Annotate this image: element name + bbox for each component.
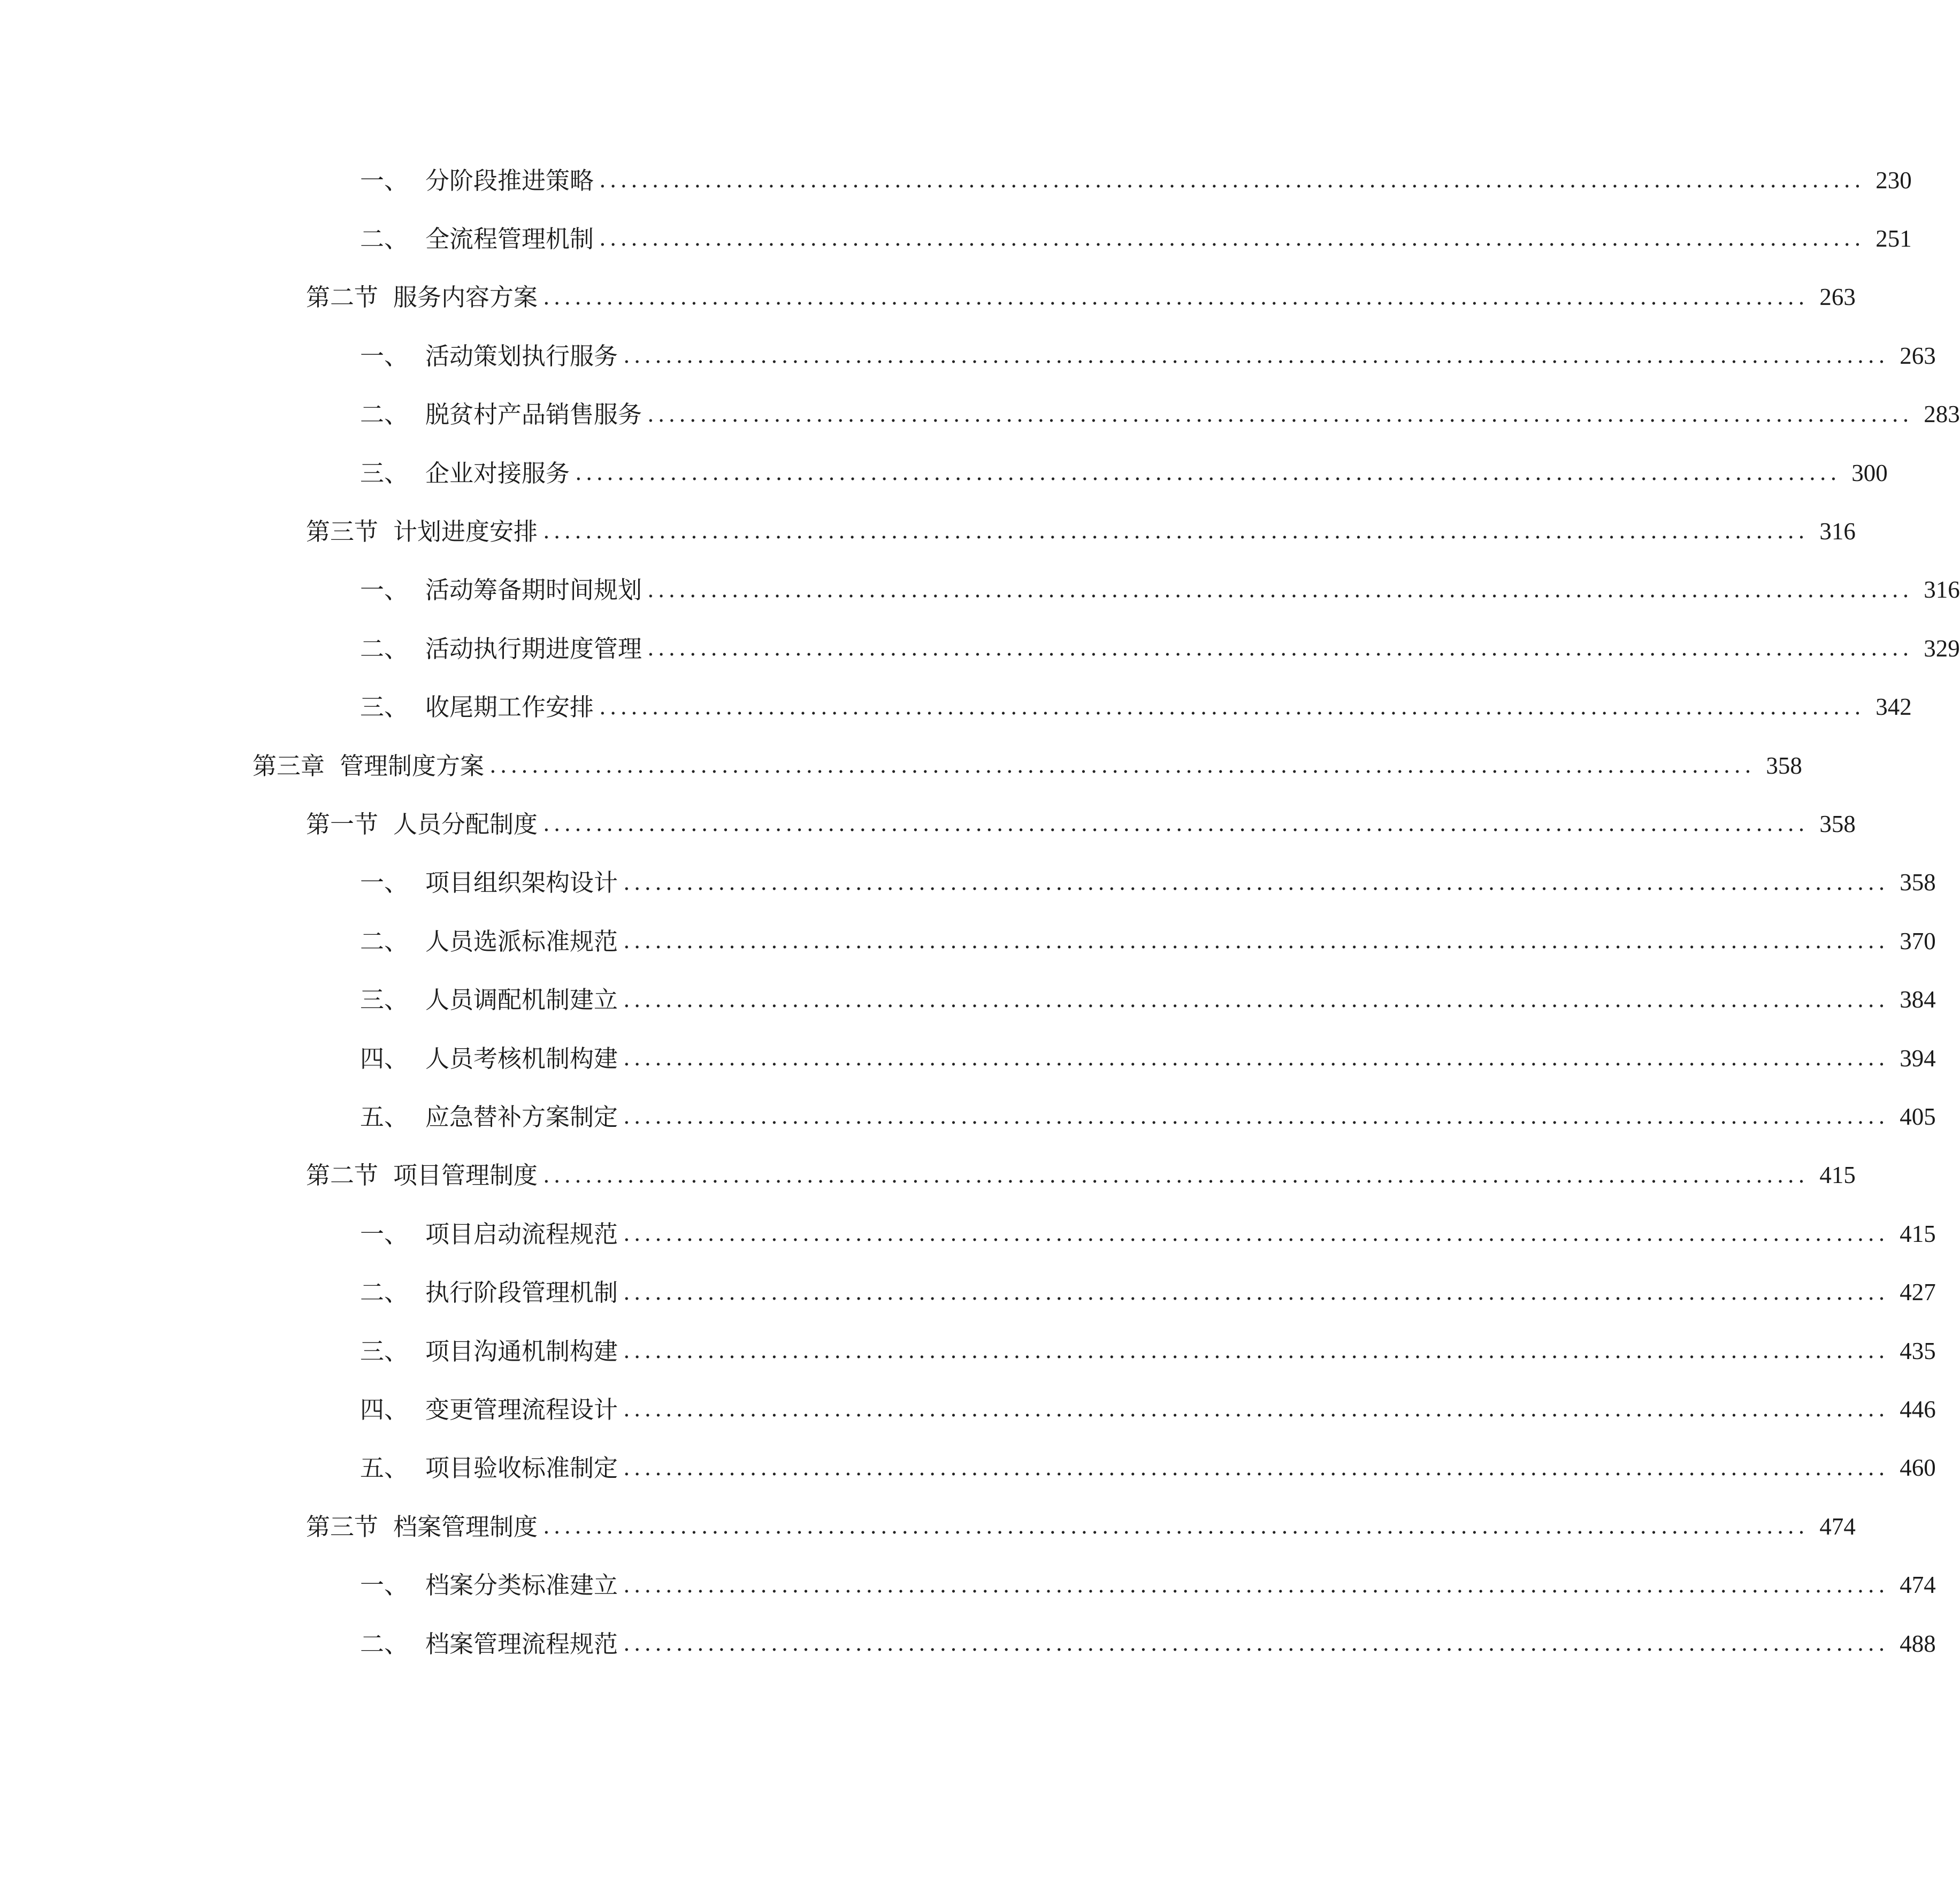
toc-leader-dots: ........................................................................................................................ <box>623 870 1889 895</box>
toc-entry[interactable] <box>360 1087 1936 1146</box>
toc-entry-title: 服务内容方案 <box>393 283 538 312</box>
toc-entry-title: 人员选派标准规范 <box>425 927 618 956</box>
toc-entry[interactable] <box>306 1497 1856 1556</box>
toc-leader-dots: ........................................................................................................................ <box>543 1514 1809 1539</box>
toc-entry-number: 一、 <box>360 166 409 195</box>
toc-entry-number: 四、 <box>360 1395 409 1424</box>
toc-entry-number: 第二节 <box>306 1161 379 1190</box>
toc-leader-dots: ........................................................................................................................ <box>599 695 1865 720</box>
toc-page-number: 358 <box>1819 810 1856 837</box>
toc-entry-number: 五、 <box>360 1454 409 1483</box>
toc-page-number: 370 <box>1900 927 1936 955</box>
toc-entry-number: 第三节 <box>306 1512 379 1541</box>
toc-leader-dots: ........................................................................................................................ <box>489 753 1755 778</box>
toc-leader-dots: ........................................................................................................................ <box>647 402 1913 427</box>
toc-entry-title: 活动执行期进度管理 <box>425 634 642 663</box>
toc-entry-number: 一、 <box>360 1219 409 1248</box>
toc-leader-dots: ........................................................................................................................ <box>623 1455 1889 1481</box>
toc-entry-title: 项目验收标准制定 <box>425 1454 618 1483</box>
toc-entry-title: 活动筹备期时间规划 <box>425 576 642 605</box>
toc-leader-dots: ........................................................................................................................ <box>543 285 1809 310</box>
toc-leader-dots: ........................................................................................................................ <box>543 1163 1809 1188</box>
toc-entry-number: 三、 <box>360 986 409 1014</box>
toc-page-number: 460 <box>1900 1454 1936 1482</box>
toc-entry[interactable] <box>306 502 1856 561</box>
toc-entry[interactable] <box>360 385 1960 444</box>
toc-leader-dots: ........................................................................................................................ <box>599 168 1865 193</box>
toc-entry-number: 二、 <box>360 1629 409 1658</box>
toc-entry-number: 一、 <box>360 341 409 370</box>
toc-entry[interactable] <box>360 853 1936 912</box>
toc-entry[interactable] <box>252 736 1802 795</box>
toc-entry[interactable] <box>360 1614 1936 1673</box>
toc-entry[interactable] <box>360 1263 1936 1322</box>
toc-page-number: 435 <box>1900 1337 1936 1364</box>
toc-entry-title: 项目组织架构设计 <box>425 868 618 897</box>
toc-entry-number: 第二节 <box>306 283 379 312</box>
toc-entry-title: 管理制度方案 <box>340 751 485 780</box>
toc-entry[interactable] <box>360 619 1960 678</box>
toc-leader-dots: ........................................................................................................................ <box>623 1046 1889 1071</box>
toc-page-number: 316 <box>1819 517 1856 545</box>
toc-leader-dots: ........................................................................................................................ <box>623 1104 1889 1130</box>
toc-entry-title: 企业对接服务 <box>425 459 570 487</box>
toc-entry-number: 一、 <box>360 868 409 897</box>
toc-entry-number: 二、 <box>360 1278 409 1307</box>
toc-entry[interactable] <box>360 1556 1936 1615</box>
toc-entry-title: 档案管理流程规范 <box>425 1629 618 1658</box>
toc-entry[interactable] <box>306 268 1856 327</box>
toc-page-number: 474 <box>1900 1571 1936 1599</box>
toc-page-number: 446 <box>1900 1395 1936 1423</box>
toc-entry-title: 收尾期工作安排 <box>425 693 594 722</box>
toc-page-number: 358 <box>1900 869 1936 896</box>
toc-page-number: 263 <box>1819 284 1856 311</box>
toc-entry-number: 二、 <box>360 224 409 253</box>
toc-entry-number: 一、 <box>360 576 409 605</box>
toc-entry-number: 第一节 <box>306 810 379 838</box>
toc-entry-number: 第三章 <box>252 751 325 780</box>
toc-entry-title: 项目管理制度 <box>393 1161 538 1190</box>
toc-entry-number: 二、 <box>360 400 409 429</box>
toc-leader-dots: ........................................................................................................................ <box>623 1573 1889 1598</box>
toc-entry[interactable] <box>360 1439 1936 1498</box>
toc-entry-number: 第三节 <box>306 517 379 546</box>
toc-page-number: 300 <box>1851 459 1888 486</box>
toc-leader-dots: ........................................................................................................................ <box>623 1631 1889 1656</box>
toc-entry-title: 项目沟通机制构建 <box>425 1337 618 1365</box>
toc-entry[interactable] <box>360 971 1936 1029</box>
toc-entry-number: 三、 <box>360 1337 409 1365</box>
toc-leader-dots: ........................................................................................................................ <box>543 519 1809 544</box>
toc-entry-title: 人员分配制度 <box>393 810 538 838</box>
toc-page-number: 384 <box>1900 986 1936 1013</box>
toc-page-number: 405 <box>1900 1103 1936 1130</box>
toc-entry-title: 档案管理制度 <box>393 1512 538 1541</box>
toc-entry-title: 变更管理流程设计 <box>425 1395 618 1424</box>
toc-leader-dots: ........................................................................................................................ <box>623 929 1889 954</box>
toc-page-number: 415 <box>1900 1220 1936 1247</box>
toc-entry-title: 活动策划执行服务 <box>425 341 618 370</box>
toc-leader-dots: ........................................................................................................................ <box>575 461 1841 485</box>
toc-entry-number: 三、 <box>360 693 409 722</box>
toc-leader-dots: ........................................................................................................................ <box>647 577 1913 602</box>
toc-leader-dots: ........................................................................................................................ <box>623 1339 1889 1363</box>
toc-page-number: 316 <box>1924 576 1960 604</box>
toc-entry[interactable] <box>360 561 1960 620</box>
toc-entry-title: 应急替补方案制定 <box>425 1102 618 1131</box>
toc-entry[interactable] <box>360 1322 1936 1380</box>
toc-entry[interactable] <box>360 912 1936 971</box>
toc-leader-dots: ........................................................................................................................ <box>623 1280 1889 1305</box>
toc-entry[interactable] <box>360 678 1912 737</box>
toc-page-number: 329 <box>1924 635 1960 662</box>
toc-entry[interactable] <box>360 151 1912 210</box>
toc-page-number: 488 <box>1900 1630 1936 1657</box>
toc-entry-title: 人员调配机制建立 <box>425 986 618 1014</box>
toc-entry[interactable] <box>360 444 1888 502</box>
toc-page-number: 230 <box>1875 166 1912 194</box>
toc-entry-number: 五、 <box>360 1102 409 1131</box>
toc-leader-dots: ........................................................................................................................ <box>623 987 1889 1012</box>
toc-entry-title: 项目启动流程规范 <box>425 1219 618 1248</box>
toc-entry-number: 二、 <box>360 634 409 663</box>
toc-entry[interactable] <box>360 1204 1936 1263</box>
toc-entry-title: 分阶段推进策略 <box>425 166 594 195</box>
toc-entry-title: 执行阶段管理机制 <box>425 1278 618 1307</box>
toc-page-number: 415 <box>1819 1162 1856 1189</box>
toc-page-number: 358 <box>1766 752 1802 779</box>
toc-leader-dots: ........................................................................................................................ <box>623 1397 1889 1422</box>
toc-entry-number: 一、 <box>360 1571 409 1600</box>
toc-page-number: 263 <box>1900 342 1936 369</box>
toc-page-number: 394 <box>1900 1044 1936 1072</box>
toc-entry-title: 脱贫村产品销售服务 <box>425 400 642 429</box>
toc-entry[interactable] <box>306 1146 1856 1205</box>
toc-entry-title: 计划进度安排 <box>393 517 538 546</box>
toc-leader-dots: ........................................................................................................................ <box>623 1222 1889 1247</box>
toc-entry[interactable] <box>360 326 1936 385</box>
toc-leader-dots: ........................................................................................................................ <box>599 226 1865 251</box>
toc-entry[interactable] <box>360 1380 1936 1439</box>
toc-leader-dots: ........................................................................................................................ <box>647 636 1913 661</box>
toc-page-number: 342 <box>1875 693 1912 721</box>
toc-entry-number: 三、 <box>360 459 409 487</box>
toc-page-number: 251 <box>1875 225 1912 252</box>
toc-entry[interactable] <box>360 1029 1936 1088</box>
toc-leader-dots: ........................................................................................................................ <box>623 344 1889 369</box>
toc-entry[interactable] <box>306 795 1856 853</box>
toc-leader-dots: ........................................................................................................................ <box>543 812 1809 837</box>
toc-entry-number: 四、 <box>360 1044 409 1073</box>
toc-entry-title: 全流程管理机制 <box>425 224 594 253</box>
toc-page-number: 427 <box>1900 1279 1936 1306</box>
toc-entry[interactable] <box>360 209 1912 268</box>
toc-page-number: 283 <box>1924 401 1960 428</box>
toc-page-number: 474 <box>1819 1513 1856 1540</box>
toc-entry-title: 人员考核机制构建 <box>425 1044 618 1073</box>
toc-entry-title: 档案分类标准建立 <box>425 1571 618 1600</box>
toc-entry-number: 二、 <box>360 927 409 956</box>
